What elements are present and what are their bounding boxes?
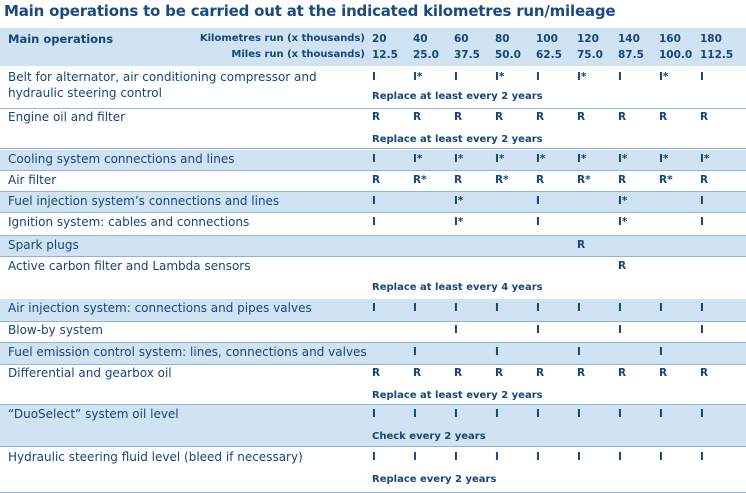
interval-cell: R [454, 174, 463, 186]
interval-cell: R [454, 111, 463, 123]
interval-cell: I [495, 451, 499, 463]
interval-cell: I [495, 408, 499, 420]
table-row [0, 448, 746, 492]
operation-note: Replace at least every 2 years [372, 134, 543, 145]
interval-cell: I* [577, 153, 587, 165]
operation-label: Active carbon filter and Lambda sensors [8, 259, 251, 273]
interval-cell: I [659, 346, 663, 358]
miles-column-header: 75.0 [577, 49, 603, 61]
interval-cell: I [577, 451, 581, 463]
interval-cell: I [372, 408, 376, 420]
interval-cell: I [413, 451, 417, 463]
interval-cell: I [454, 451, 458, 463]
interval-cell: R [495, 367, 504, 379]
interval-cell: I [372, 153, 376, 165]
interval-cell: I [495, 346, 499, 358]
miles-header-label: Miles run (x thousands) [231, 49, 365, 60]
interval-cell: R [536, 174, 545, 186]
interval-cell: R [659, 111, 668, 123]
interval-cell: R [618, 367, 627, 379]
interval-cell: I [659, 302, 663, 314]
interval-cell: I [700, 408, 704, 420]
operation-label: Ignition system: cables and connections [8, 215, 250, 229]
operation-note: Replace every 2 years [372, 474, 497, 485]
miles-column-header: 112.5 [700, 49, 734, 61]
operation-label: Air filter [8, 173, 57, 187]
operation-note: Replace at least every 4 years [372, 282, 543, 293]
operation-label: Air injection system: connections and pipes valves [8, 301, 312, 315]
interval-cell: I* [618, 195, 628, 207]
table-header [0, 28, 746, 66]
interval-cell: I [536, 216, 540, 228]
interval-cell: R [495, 111, 504, 123]
interval-cell: I [536, 195, 540, 207]
interval-cell: I [413, 408, 417, 420]
interval-cell: I [700, 302, 704, 314]
km-column-header: 140 [618, 33, 640, 45]
km-column-header: 60 [454, 33, 469, 45]
interval-cell: I [372, 216, 376, 228]
interval-cell: R [454, 367, 463, 379]
interval-cell: R [372, 367, 381, 379]
interval-cell: I* [454, 195, 464, 207]
miles-column-header: 100.0 [659, 49, 693, 61]
interval-cell: I* [618, 153, 628, 165]
interval-cell: R [536, 111, 545, 123]
interval-cell: I [454, 408, 458, 420]
interval-cell: R [372, 174, 381, 186]
operation-label: “DuoSelect” system oil level [8, 407, 179, 421]
table-row [0, 171, 746, 191]
interval-cell: R* [577, 174, 591, 186]
interval-cell: I [413, 302, 417, 314]
interval-cell: R [372, 111, 381, 123]
page-title: Main operations to be carried out at the indicated kilometres run/mileage [4, 2, 616, 20]
interval-cell: I [700, 324, 704, 336]
table-row [0, 299, 746, 321]
interval-cell: R [618, 260, 627, 272]
row-divider [0, 446, 746, 447]
interval-cell: I [700, 195, 704, 207]
interval-cell: I* [454, 153, 464, 165]
km-column-header: 120 [577, 33, 599, 45]
interval-cell: R [700, 111, 709, 123]
interval-cell: R [700, 367, 709, 379]
table-row [0, 321, 746, 342]
operation-label: Fuel emission control system: lines, connections and valves [8, 345, 367, 359]
interval-cell: I* [495, 153, 505, 165]
km-column-header: 160 [659, 33, 681, 45]
interval-cell: I [536, 451, 540, 463]
interval-cell: I [577, 346, 581, 358]
interval-cell: I* [413, 71, 423, 83]
interval-cell: I [372, 71, 376, 83]
operation-label: Fuel injection system’s connections and lines [8, 194, 280, 208]
interval-cell: I [618, 324, 622, 336]
main-operations-header: Main operations [8, 32, 114, 46]
interval-cell: I [618, 451, 622, 463]
km-header-label: Kilometres run (x thousands) [199, 33, 365, 44]
interval-cell: R [413, 367, 422, 379]
row-divider [0, 148, 746, 149]
operation-note: Replace at least every 2 years [372, 91, 543, 102]
table-row [0, 257, 746, 299]
interval-cell: R [413, 111, 422, 123]
km-column-header: 100 [536, 33, 558, 45]
interval-cell: I [536, 408, 540, 420]
miles-column-header: 62.5 [536, 49, 562, 61]
operation-label: Belt for alternator, air conditioning compressor and hydraulic steering control [8, 70, 317, 100]
interval-cell: I* [618, 216, 628, 228]
operation-note: Replace at least every 2 years [372, 390, 543, 401]
interval-cell: R [577, 111, 586, 123]
miles-column-header: 37.5 [454, 49, 480, 61]
interval-cell: I [577, 302, 581, 314]
interval-cell: I [536, 324, 540, 336]
miles-column-header: 25.0 [413, 49, 439, 61]
interval-cell: R* [495, 174, 509, 186]
interval-cell: I [454, 324, 458, 336]
km-column-header: 80 [495, 33, 510, 45]
table-row [0, 236, 746, 256]
interval-cell: R* [413, 174, 427, 186]
km-column-header: 20 [372, 33, 387, 45]
operation-label: Spark plugs [8, 238, 79, 252]
table-row [0, 364, 746, 404]
km-column-header: 180 [700, 33, 722, 45]
interval-cell: I [618, 71, 622, 83]
interval-cell: I [413, 346, 417, 358]
interval-cell: I [454, 302, 458, 314]
interval-cell: I [372, 451, 376, 463]
interval-cell: I* [536, 153, 546, 165]
interval-cell: I [659, 451, 663, 463]
operation-label: Blow-by system [8, 323, 103, 337]
interval-cell: I [659, 408, 663, 420]
interval-cell: R [618, 111, 627, 123]
table-row [0, 192, 746, 212]
interval-cell: R [659, 367, 668, 379]
interval-cell: I [372, 302, 376, 314]
interval-cell: I [536, 302, 540, 314]
interval-cell: I [372, 195, 376, 207]
table-row [0, 213, 746, 235]
interval-cell: I [700, 451, 704, 463]
interval-cell: I* [659, 71, 669, 83]
interval-cell: R [700, 174, 709, 186]
table-row [0, 150, 746, 170]
interval-cell: I* [577, 71, 587, 83]
interval-cell: I* [700, 153, 710, 165]
km-column-header: 40 [413, 33, 428, 45]
interval-cell: R [536, 367, 545, 379]
interval-cell: I* [413, 153, 423, 165]
interval-cell: I [536, 71, 540, 83]
miles-column-header: 87.5 [618, 49, 644, 61]
interval-cell: R [577, 367, 586, 379]
table-row [0, 343, 746, 364]
operation-note: Check every 2 years [372, 431, 486, 442]
table-row [0, 68, 746, 108]
interval-cell: I [700, 216, 704, 228]
miles-column-header: 50.0 [495, 49, 521, 61]
miles-column-header: 12.5 [372, 49, 398, 61]
interval-cell: I [618, 408, 622, 420]
interval-cell: I* [495, 71, 505, 83]
interval-cell: I [495, 302, 499, 314]
interval-cell: I [700, 71, 704, 83]
interval-cell: I* [454, 216, 464, 228]
operation-label: Hydraulic steering fluid level (bleed if necessary) [8, 450, 303, 464]
table-row [0, 405, 746, 446]
interval-cell: R* [659, 174, 673, 186]
interval-cell: R [618, 174, 627, 186]
table-row [0, 108, 746, 148]
operation-label: Differential and gearbox oil [8, 366, 172, 380]
operation-label: Engine oil and filter [8, 110, 126, 124]
interval-cell: I [577, 408, 581, 420]
interval-cell: I [454, 71, 458, 83]
interval-cell: R [577, 239, 586, 251]
interval-cell: I [618, 302, 622, 314]
interval-cell: I* [659, 153, 669, 165]
operation-label: Cooling system connections and lines [8, 152, 235, 166]
